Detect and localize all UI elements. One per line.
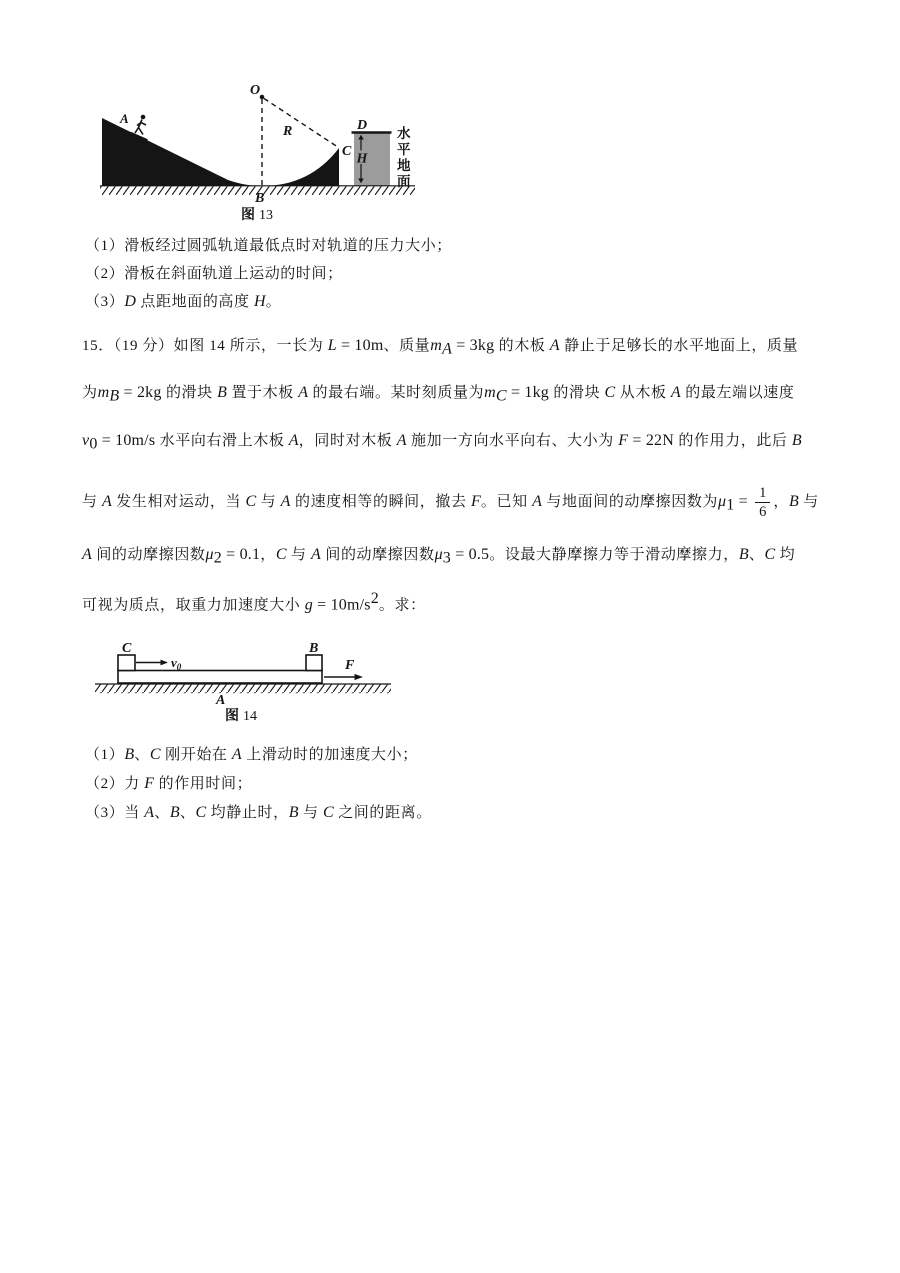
ground-text-vertical [397,125,411,189]
point-d-label: D [357,118,368,133]
block-b-shape [306,655,322,671]
question14-item-3: （3）D 点距地面的高度 H。 [85,293,282,310]
problem15-line-1: 15．（19 分）如图 14 所示，一长为 L = 10m、质量$m_A = 3kg$ 的木板 A 静止于足够长的水平地面上，质量 [82,337,799,358]
force-f-label: F [345,658,355,673]
center-o-label: O [250,83,261,98]
radius-r-label: R [283,124,293,139]
figure13-caption: 图 13 [241,208,273,223]
question15-item-3: （3）当 A、B、C 均静止时，B 与 C 之间的距离。 [85,804,432,821]
question14-item-2: （2）滑板在斜面轨道上运动的时间； [85,266,343,282]
point-a-label: A [120,111,129,126]
problem15-line-4: 与 A 发生相对运动，当 C 与 A 的速度相等的瞬间，撤去 F。已知 A 与地面间的动摩擦因数为$\mu_1$ = $\frac{1}{6}$ ，B 与 [82,485,819,521]
block-c-shape [118,655,135,671]
point-b-label: B [255,191,265,206]
svg-text:水: 水 [397,126,411,141]
figure14-diagram [88,638,398,730]
question15-item-2: （2）力 F 的作用时间； [85,775,253,792]
arc-center-point [260,95,265,100]
block-c-label: C [122,641,132,656]
radius-dashed-line [264,99,337,147]
ground-hatch [95,685,391,694]
problem15-line-3: $v_0 = 10m/s$ 水平向右滑上木板 A，同时对木板 A 施加一方向水平向右、大小为 F = 22N 的作用力，此后 B [82,432,802,453]
figure13-diagram [95,78,425,228]
question14-item-1: （1）滑板经过圆弧轨道最低点时对轨道的压力大小； [85,238,452,254]
figure14-caption: 图 14 [225,709,257,724]
height-h-label: H [356,151,368,167]
problem15-line-6: 可视为质点，取重力加速度大小 $g = 10m/s^2$。求： [82,590,426,614]
svg-text:平: 平 [397,142,411,157]
block-b-label: B [309,641,319,656]
point-c-label: C [342,144,352,159]
board-a-shape [118,671,322,684]
velocity-arrow [136,660,168,666]
problem15-line-5: A 间的动摩擦因数$\mu_2 = 0.1$，C 与 A 间的动摩擦因数$\mu_3 = 0.5$。设最大静摩擦力等于滑动摩擦力，B、C 均 [82,546,796,567]
force-arrow [324,674,363,680]
svg-text:面: 面 [397,174,411,189]
problem15-line-2: 为$m_B = 2kg$ 的滑块 B 置于木板 A 的最右端。某时刻质量为$m_C = 1kg$ 的滑块 C 从木板 A 的最左端以速度 [82,384,795,405]
velocity-label: $v_0$ [171,655,182,672]
svg-text:地: 地 [397,158,411,173]
question15-item-1: （1）B、C 刚开始在 A 上滑动时的加速度大小； [85,746,418,763]
board-a-label: A [216,693,226,708]
